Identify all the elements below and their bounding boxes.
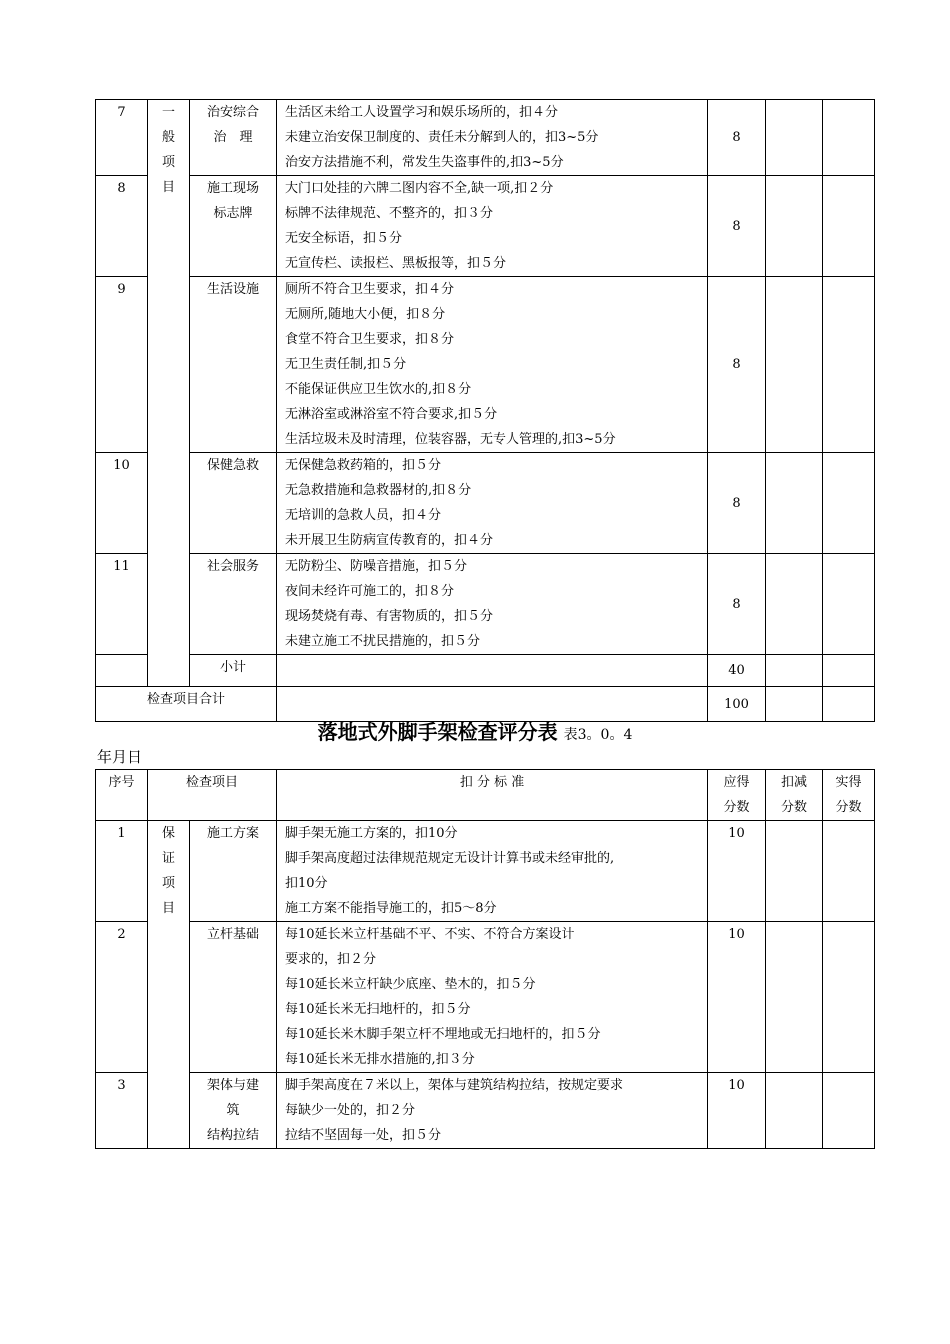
deduction-criteria: 脚手架高度在７米以上，架体与建筑结构拉结，按规定要求 每缺少一处的，扣２分 拉结不坚固每一处，扣５分 [277,1073,708,1149]
scaffold-score-table [95,769,875,1149]
check-item: 生活设施 [190,277,277,453]
subtotal-row [96,655,875,687]
table-row [96,453,875,554]
deduction-criteria: 每10延长米立杆基础不平、不实、不符合方案设计 要求的，扣２分 每10延长米立杆缺少底座、垫木的，扣５分 每10延长米无扫地杆的，扣５分 每10延长米木脚手架立杆不埋地或无扫地杆的，扣５分 每10延长米无排水措施的,扣３分 [277,922,708,1073]
check-item: 治安综合 治 理 [190,100,277,176]
empty-cell [96,655,148,687]
deducted-score-cell[interactable] [766,554,823,655]
table-row [96,176,875,277]
check-item: 立杆基础 [190,922,277,1073]
check-item: 架体与建 筑 结构拉结 [190,1073,277,1149]
actual-score-cell[interactable] [823,687,875,722]
check-item: 施工现场 标志牌 [190,176,277,277]
deduction-criteria: 脚手架无施工方案的，扣10分 脚手架高度超过法律规范规定无设计计算书或未经审批的, 扣10分 施工方案不能指导施工的，扣5～8分 [277,821,708,922]
header-check-item: 检查项目 [148,770,277,821]
row-number: 11 [96,554,148,655]
header-should-score: 应得 分数 [708,770,766,821]
deduction-criteria: 大门口处挂的六牌二图内容不全,缺一项,扣２分 标牌不法律规范、不整齐的，扣３分 无安全标语，扣５分 无宣传栏、读报栏、黑板报等，扣５分 [277,176,708,277]
date-line: 年月日 [97,748,143,766]
header-criteria: 扣 分 标 准 [277,770,708,821]
table-title: 落地式外脚手架检查评分表 [317,720,558,744]
row-number: 7 [96,100,148,176]
deducted-score-cell[interactable] [766,100,823,176]
full-score: 8 [708,100,766,176]
table-row [96,1073,875,1149]
section-title [0,718,950,746]
deducted-score-cell[interactable] [766,922,823,1073]
full-score: 8 [708,176,766,277]
deducted-score-cell[interactable] [766,277,823,453]
actual-score-cell[interactable] [823,655,875,687]
actual-score-cell[interactable] [823,100,875,176]
deduction-criteria: 厕所不符合卫生要求，扣４分 无厕所,随地大小便，扣８分 食堂不符合卫生要求，扣８分 无卫生责任制,扣５分 不能保证供应卫生饮水的,扣８分 无淋浴室或淋浴室不符合要求,扣５分 生活垃圾未及时清理，位装容器，无专人管理的,扣3~5分 [277,277,708,453]
row-number: 8 [96,176,148,277]
check-item: 保健急救 [190,453,277,554]
full-score: 10 [708,821,766,922]
full-score: 10 [708,922,766,1073]
table-row [96,554,875,655]
actual-score-cell[interactable] [823,922,875,1073]
header-actual-score: 实得 分数 [823,770,875,821]
hygiene-score-table [95,99,875,722]
subtotal-score: 40 [708,655,766,687]
deducted-score-cell[interactable] [766,687,823,722]
table-row [96,277,875,453]
full-score: 8 [708,453,766,554]
empty-cell [277,655,708,687]
row-number: 1 [96,821,148,922]
full-score: 8 [708,554,766,655]
table-row [96,821,875,922]
empty-cell [277,687,708,722]
full-score: 10 [708,1073,766,1149]
table-row [96,100,875,176]
actual-score-cell[interactable] [823,821,875,922]
row-number: 2 [96,922,148,1073]
deduction-criteria: 生活区未给工人设置学习和娱乐场所的，扣４分 未建立治安保卫制度的、责任未分解到人的，扣3~5分 治安方法措施不利，常发生失盗事件的,扣3~5分 [277,100,708,176]
check-item: 施工方案 [190,821,277,922]
actual-score-cell[interactable] [823,1073,875,1149]
category-guarantee: 保 证 项 目 [148,821,190,1149]
header-row [96,770,875,821]
row-number: 10 [96,453,148,554]
total-label: 检查项目合计 [96,687,277,722]
subtotal-label: 小计 [190,655,277,687]
deducted-score-cell[interactable] [766,1073,823,1149]
header-number: 序号 [96,770,148,821]
actual-score-cell[interactable] [823,453,875,554]
actual-score-cell[interactable] [823,554,875,655]
deduction-criteria: 无防粉尘、防噪音措施，扣５分 夜间未经许可施工的，扣８分 现场焚烧有毒、有害物质的，扣５分 未建立施工不扰民措施的，扣５分 [277,554,708,655]
table-row [96,922,875,1073]
check-item: 社会服务 [190,554,277,655]
row-number: 3 [96,1073,148,1149]
deducted-score-cell[interactable] [766,821,823,922]
actual-score-cell[interactable] [823,176,875,277]
deduction-criteria: 无保健急救药箱的，扣５分 无急救措施和急救器材的,扣８分 无培训的急救人员，扣４分 未开展卫生防病宣传教育的，扣４分 [277,453,708,554]
header-deduct-score: 扣减 分数 [766,770,823,821]
total-row [96,687,875,722]
category-general: 一 般 项 目 [148,100,190,687]
row-number: 9 [96,277,148,453]
deducted-score-cell[interactable] [766,655,823,687]
total-score: 100 [708,687,766,722]
full-score: 8 [708,277,766,453]
actual-score-cell[interactable] [823,277,875,453]
table-number: 表3。0。4 [563,727,633,743]
deducted-score-cell[interactable] [766,453,823,554]
deducted-score-cell[interactable] [766,176,823,277]
